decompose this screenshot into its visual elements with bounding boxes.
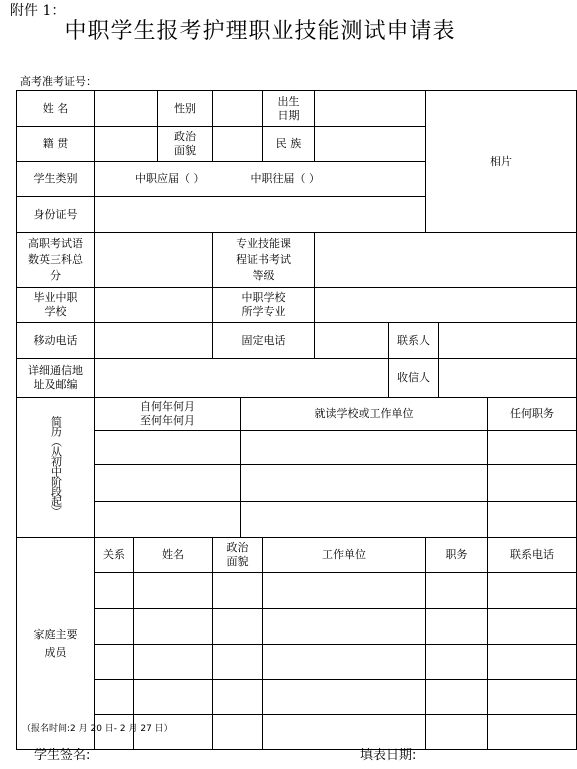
- photo-box[interactable]: [426, 91, 577, 233]
- resume-position-cell[interactable]: [488, 502, 577, 538]
- family-political-cell[interactable]: [213, 609, 263, 645]
- application-form-table: [16, 90, 577, 750]
- resume-period-cell[interactable]: [95, 502, 241, 538]
- family-phone-cell[interactable]: [488, 680, 577, 715]
- family-relation-cell[interactable]: [95, 609, 134, 645]
- birth-label: 出生日期: [263, 91, 315, 127]
- student-signature-label: 学生签名:: [34, 748, 91, 763]
- resume-period-cell[interactable]: [95, 431, 241, 465]
- mobile-label: 移动电话: [17, 323, 95, 359]
- name-label: 姓 名: [17, 91, 95, 127]
- work-unit-header: 工作单位: [263, 538, 426, 573]
- major-field[interactable]: [315, 288, 577, 323]
- contact-person-label: 联系人: [389, 323, 439, 359]
- family-work-cell[interactable]: [263, 680, 426, 715]
- family-name-cell[interactable]: [134, 573, 213, 609]
- id-no-label: 身份证号: [17, 197, 95, 233]
- political-field[interactable]: [213, 127, 263, 162]
- school-or-work-header: 就读学校或工作单位: [241, 398, 488, 431]
- resume-position-cell[interactable]: [488, 431, 577, 465]
- contact-phone-header: 联系电话: [488, 538, 577, 573]
- family-name-cell[interactable]: [134, 680, 213, 715]
- family-political-cell[interactable]: [213, 573, 263, 609]
- resume-school-cell[interactable]: [241, 465, 488, 502]
- family-relation-cell[interactable]: [95, 680, 134, 715]
- family-name-cell[interactable]: [134, 645, 213, 680]
- family-phone-cell[interactable]: [488, 609, 577, 645]
- period-header: 自何年何月至何年何月: [95, 398, 241, 431]
- family-work-cell[interactable]: [263, 645, 426, 680]
- current-grad-option[interactable]: 中职应届（ ）: [95, 162, 213, 197]
- political-label: 政治面貌: [158, 127, 213, 162]
- student-type-label: 学生类别: [17, 162, 95, 197]
- resume-school-cell[interactable]: [241, 431, 488, 465]
- family-position-cell[interactable]: [426, 645, 488, 680]
- birth-field[interactable]: [315, 91, 426, 127]
- fam-name-header: 姓名: [134, 538, 213, 573]
- attachment-label: 附件 1：: [10, 3, 66, 19]
- resume-label: 简历（从初中阶段起）: [17, 398, 95, 538]
- contact-person-field[interactable]: [439, 323, 577, 359]
- ethnicity-field[interactable]: [315, 127, 426, 162]
- skill-cert-field[interactable]: [315, 233, 577, 288]
- position-header: 任何职务: [488, 398, 577, 431]
- score-field[interactable]: [95, 233, 213, 288]
- fill-date-label: 填表日期:: [360, 748, 417, 763]
- landline-field[interactable]: [315, 323, 389, 359]
- address-label: 详细通信地址及邮编: [17, 359, 95, 398]
- registration-note: （报名时间:2 月 20 日- 2 月 27 日）: [22, 724, 173, 734]
- graduate-school-field[interactable]: [95, 288, 213, 323]
- family-position-cell[interactable]: [426, 715, 488, 750]
- family-work-cell[interactable]: [263, 609, 426, 645]
- family-political-cell[interactable]: [213, 645, 263, 680]
- family-position-cell[interactable]: [426, 573, 488, 609]
- relation-header: 关系: [95, 538, 134, 573]
- resume-period-cell[interactable]: [95, 465, 241, 502]
- family-phone-cell[interactable]: [488, 645, 577, 680]
- form-title: 中职学生报考护理职业技能测试申请表: [64, 19, 456, 44]
- family-political-cell[interactable]: [213, 680, 263, 715]
- landline-label: 固定电话: [213, 323, 315, 359]
- family-relation-cell[interactable]: [95, 645, 134, 680]
- origin-field[interactable]: [95, 127, 158, 162]
- fam-political-header: 政治面貌: [213, 538, 263, 573]
- major-label: 中职学校所学专业: [213, 288, 315, 323]
- family-position-cell[interactable]: [426, 680, 488, 715]
- graduate-school-label: 毕业中职学校: [17, 288, 95, 323]
- family-phone-cell[interactable]: [488, 715, 577, 750]
- family-political-cell[interactable]: [213, 715, 263, 750]
- past-grad-option[interactable]: 中职往届（ ）: [213, 162, 426, 197]
- gender-field[interactable]: [213, 91, 263, 127]
- recipient-field[interactable]: [439, 359, 577, 398]
- score-label: 高职考试语数英三科总分: [17, 233, 95, 288]
- family-position-cell[interactable]: [426, 609, 488, 645]
- exam-no-label: 高考准考证号：: [20, 75, 97, 88]
- family-label: 家庭主要成员: [17, 538, 95, 750]
- skill-cert-label: 专业技能课程证书考试等级: [213, 233, 315, 288]
- recipient-label: 收信人: [389, 359, 439, 398]
- family-work-cell[interactable]: [263, 573, 426, 609]
- photo-label: 相片: [490, 154, 513, 168]
- resume-school-cell[interactable]: [241, 502, 488, 538]
- family-phone-cell[interactable]: [488, 573, 577, 609]
- family-relation-cell[interactable]: [95, 573, 134, 609]
- address-field[interactable]: [95, 359, 389, 398]
- gender-label: 性别: [158, 91, 213, 127]
- family-name-cell[interactable]: [134, 609, 213, 645]
- fam-position-header: 职务: [426, 538, 488, 573]
- mobile-field[interactable]: [95, 323, 213, 359]
- name-field[interactable]: [95, 91, 158, 127]
- resume-position-cell[interactable]: [488, 465, 577, 502]
- ethnicity-label: 民 族: [263, 127, 315, 162]
- id-no-field[interactable]: [95, 197, 426, 233]
- origin-label: 籍 贯: [17, 127, 95, 162]
